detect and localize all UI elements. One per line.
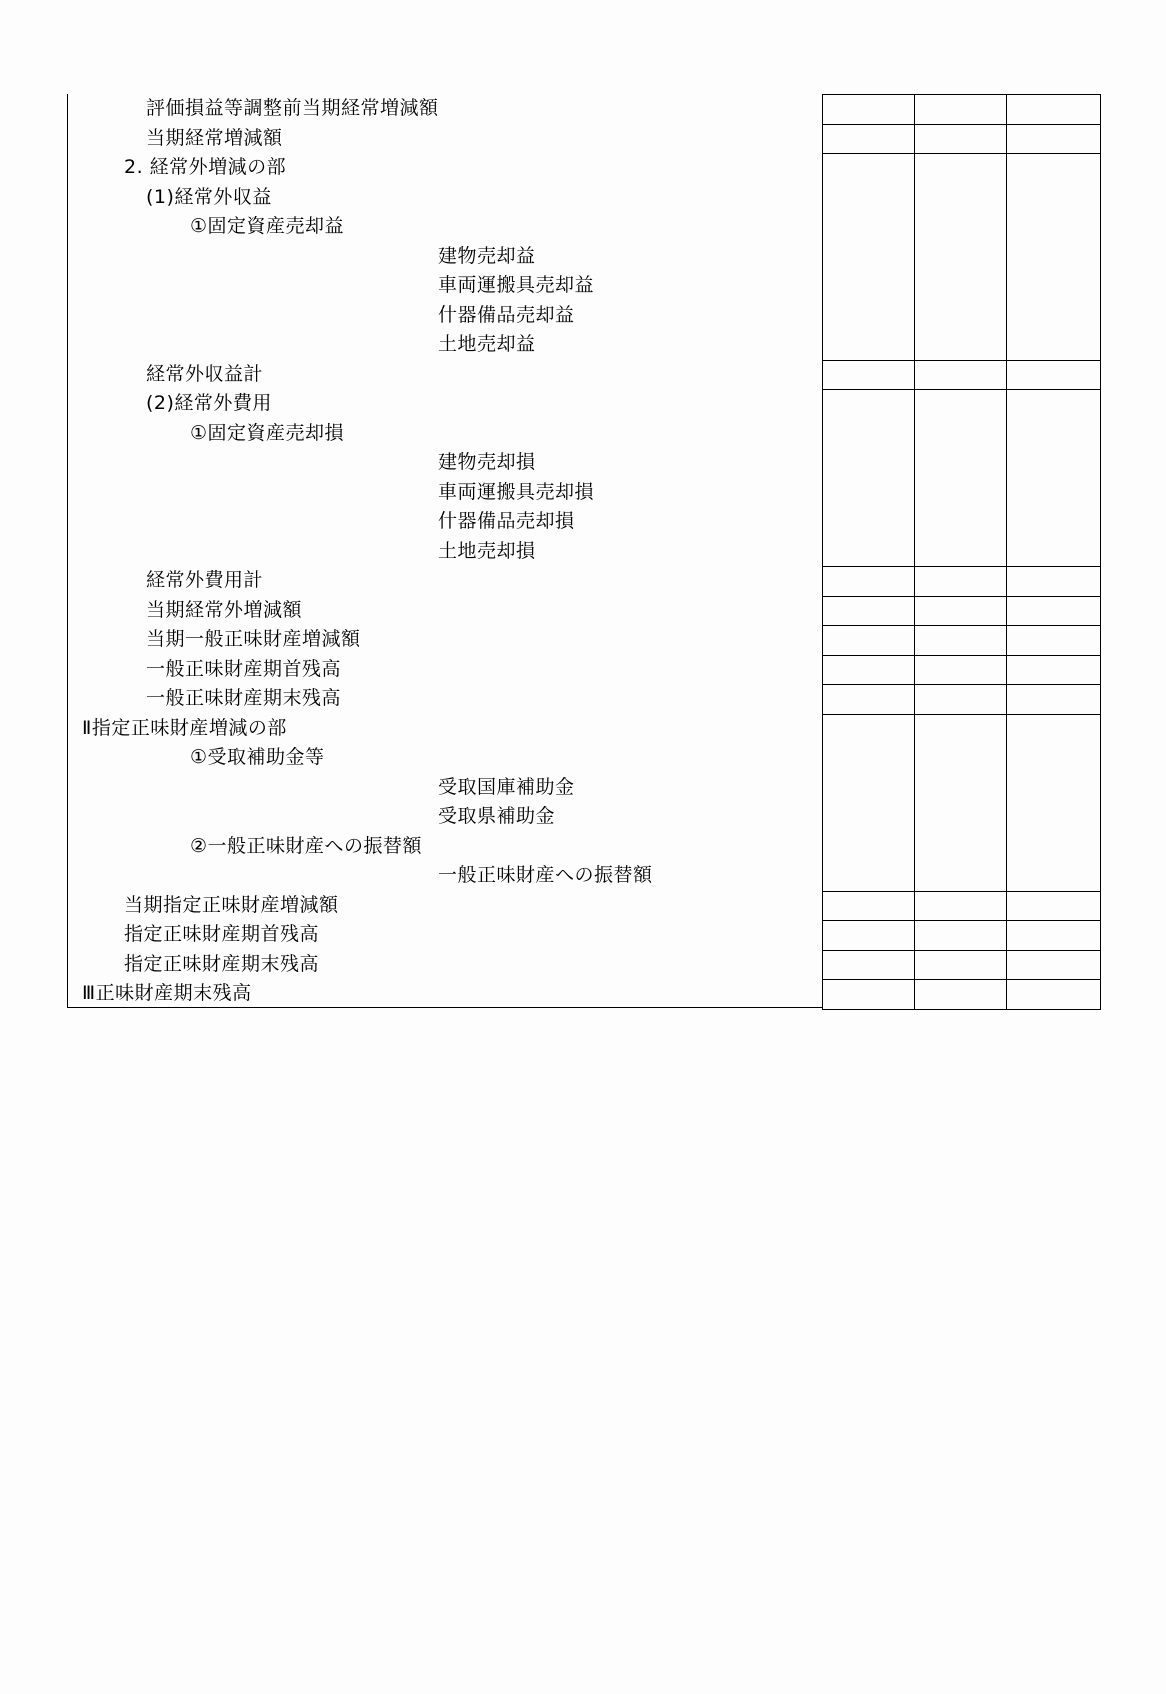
amount-cell-group1-col1: [822, 94, 915, 125]
amount-cell-group8-col1: [822, 625, 915, 656]
amount-cell-group14-col2: [914, 950, 1007, 980]
amount-cell-group1-col3: [1006, 94, 1101, 125]
amount-cell-group8-col3: [1006, 625, 1101, 656]
row-label-r25: 受取県補助金: [438, 805, 556, 827]
amount-cell-group9-col1: [822, 655, 915, 685]
row-label-r22: Ⅱ指定正味財産増減の部: [82, 716, 287, 739]
left-border-line: [67, 94, 68, 1008]
amount-cell-group12-col3: [1006, 891, 1101, 921]
amount-cell-group12-col1: [822, 891, 915, 921]
amount-cell-group7-col1: [822, 596, 915, 626]
amount-cell-group9-col3: [1006, 655, 1101, 685]
row-label-r8: 什器備品売却益: [438, 303, 575, 326]
row-label-r26: ②一般正味財産への振替額: [190, 834, 423, 857]
amount-cell-group2-col1: [822, 124, 915, 154]
amount-cell-group3-col2: [914, 153, 1007, 361]
amount-cell-group4-col2: [914, 360, 1007, 390]
amount-cell-group13-col2: [914, 920, 1007, 951]
amount-cell-group10-col1: [822, 684, 915, 715]
row-label-r13: 建物売却損: [438, 451, 536, 473]
amount-cell-group5-col3: [1006, 389, 1101, 567]
amount-cell-group5-col2: [914, 389, 1007, 567]
amount-cell-group14-col1: [822, 950, 915, 980]
row-label-r21: 一般正味財産期末残高: [146, 687, 342, 709]
row-label-r15: 什器備品売却損: [438, 510, 575, 532]
row-label-r6: 建物売却益: [438, 244, 536, 267]
row-label-r3: 2. 経常外増減の部: [124, 156, 287, 178]
amount-cell-group6-col3: [1006, 566, 1101, 597]
row-label-r23: ①受取補助金等: [190, 746, 325, 768]
amount-cell-group7-col2: [914, 596, 1007, 626]
amount-cell-group11-col1: [822, 714, 915, 892]
amount-cell-group12-col2: [914, 891, 1007, 921]
amount-cell-group5-col1: [822, 389, 915, 567]
row-label-r30: 指定正味財産期末残高: [124, 952, 320, 975]
amount-cell-group15-col1: [822, 979, 915, 1010]
amount-cell-group2-col2: [914, 124, 1007, 154]
row-label-r10: 経常外収益計: [146, 362, 264, 385]
row-label-r18: 当期経常外増減額: [146, 598, 303, 621]
row-label-r2: 当期経常増減額: [146, 126, 283, 149]
row-label-r1: 評価損益等調整前当期経常増減額: [146, 97, 439, 119]
amount-cell-group8-col2: [914, 625, 1007, 656]
row-label-r5: ①固定資産売却益: [190, 215, 345, 237]
row-label-r19: 当期一般正味財産増減額: [146, 628, 361, 650]
amount-cell-group9-col2: [914, 655, 1007, 685]
amount-cell-group3-col1: [822, 153, 915, 361]
amount-cell-group11-col3: [1006, 714, 1101, 892]
row-label-r14: 車両運搬具売却損: [438, 480, 595, 503]
row-label-r24: 受取国庫補助金: [438, 775, 575, 798]
amount-cell-group7-col3: [1006, 596, 1101, 626]
amount-cell-group15-col3: [1006, 979, 1101, 1010]
amount-cell-group15-col2: [914, 979, 1007, 1010]
row-label-r20: 一般正味財産期首残高: [146, 657, 342, 680]
row-label-r31: Ⅲ正味財産期末残高: [82, 982, 252, 1004]
amount-cell-group4-col1: [822, 360, 915, 390]
row-label-r17: 経常外費用計: [146, 569, 264, 591]
amount-cell-group1-col2: [914, 94, 1007, 125]
amount-cell-group4-col3: [1006, 360, 1101, 390]
row-label-r29: 指定正味財産期首残高: [124, 923, 320, 945]
row-label-r4: (1)経常外収益: [146, 185, 272, 208]
row-label-r11: (2)経常外費用: [146, 392, 272, 414]
row-label-r9: 土地売却益: [438, 333, 536, 355]
row-label-r28: 当期指定正味財産増減額: [124, 893, 339, 916]
amount-cell-group14-col3: [1006, 950, 1101, 980]
amount-cell-group3-col3: [1006, 153, 1101, 361]
amount-cell-group10-col2: [914, 684, 1007, 715]
amount-cell-group6-col2: [914, 566, 1007, 597]
amount-cell-group13-col1: [822, 920, 915, 951]
amount-cell-group2-col3: [1006, 124, 1101, 154]
row-label-r12: ①固定資産売却損: [190, 421, 345, 444]
amount-cell-group13-col3: [1006, 920, 1101, 951]
row-label-r16: 土地売却損: [438, 539, 536, 562]
amount-cell-group10-col3: [1006, 684, 1101, 715]
amount-cell-group6-col1: [822, 566, 915, 597]
row-label-r27: 一般正味財産への振替額: [438, 864, 653, 886]
amount-cell-group11-col2: [914, 714, 1007, 892]
row-label-r7: 車両運搬具売却益: [438, 274, 595, 296]
amount-grid: [822, 94, 1101, 1008]
